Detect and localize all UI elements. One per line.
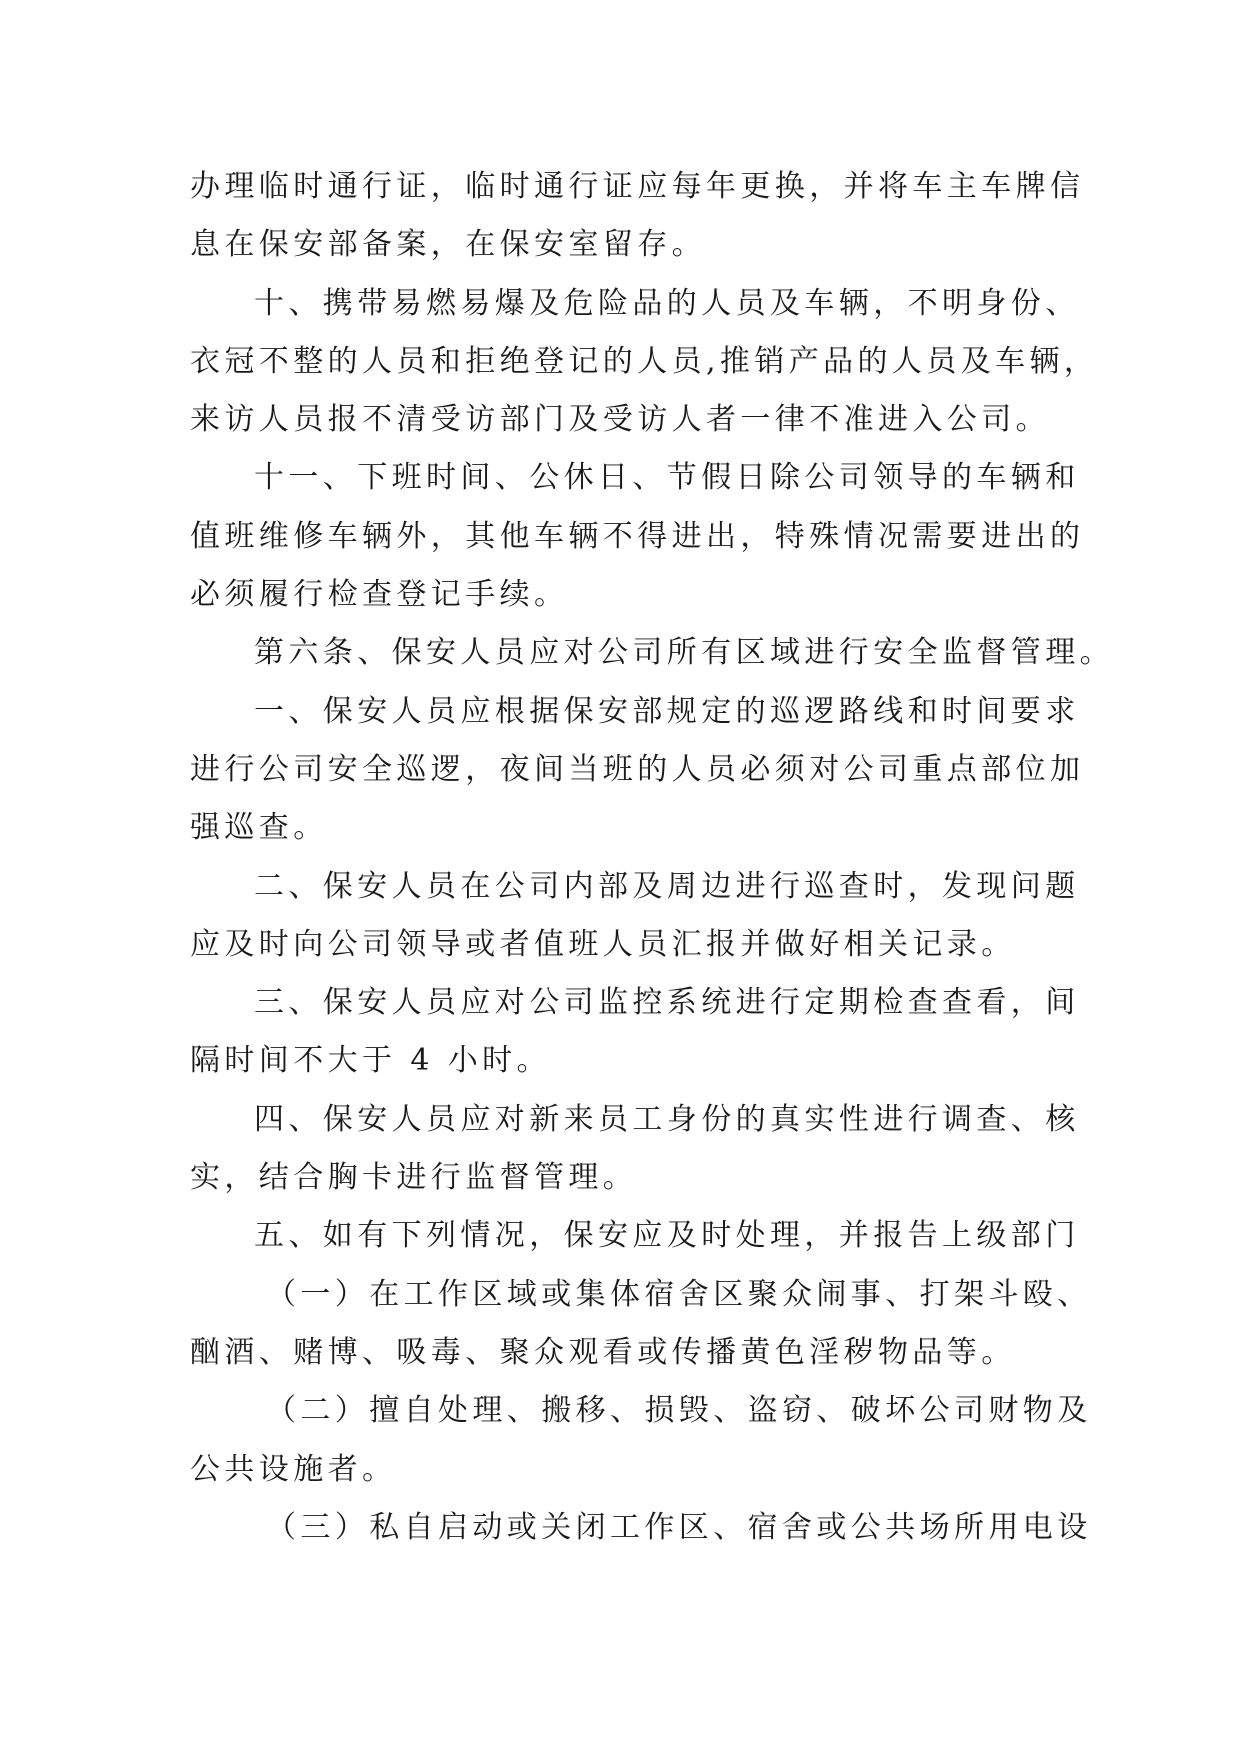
text-line: 二、保安人员在公司内部及周边进行巡查时，发现问题 <box>254 868 1080 904</box>
text-line: （二）擅自处理、搬移、损毁、盗窃、破坏公司财物及 <box>266 1393 1092 1429</box>
text-line: 进行公司安全巡逻，夜间当班的人员必须对公司重点部位加 <box>190 751 1085 787</box>
text-line: 公共设施者。 <box>190 1451 397 1487</box>
text-line: 强巡查。 <box>190 810 328 846</box>
text-line: 十、携带易燃易爆及危险品的人员及车辆，不明身份、 <box>254 285 1080 321</box>
text-line: 办理临时通行证，临时通行证应每年更换，并将车主车牌信 <box>190 169 1085 204</box>
text-line: 息在保安部备案，在保安室留存。 <box>190 227 706 263</box>
text-line: 酗酒、赌博、吸毒、聚众观看或传播黄色淫秽物品等。 <box>190 1334 1016 1370</box>
text-line: 五、如有下列情况，保安应及时处理，并报告上级部门 <box>254 1218 1080 1254</box>
text-line: （一）在工作区域或集体宿舍区聚众闹事、打架斗殴、 <box>266 1276 1092 1312</box>
text-line: 四、保安人员应对新来员工身份的真实性进行调查、核 <box>254 1101 1080 1137</box>
text-line: 一、保安人员应根据保安部规定的巡逻路线和时间要求 <box>254 693 1080 729</box>
text-line: 值班维修车辆外，其他车辆不得进出，特殊情况需要进出的 <box>190 518 1085 554</box>
document-body <box>190 158 1114 1557</box>
text-line: 来访人员报不清受访部门及受访人者一律不准进入公司。 <box>190 402 1050 438</box>
text-line: 三、保安人员应对公司监控系统进行定期检查查看，间 <box>254 985 1080 1021</box>
text-line: 十一、下班时间、公休日、节假日除公司领导的车辆和 <box>254 460 1080 496</box>
text-line: 必须履行检查登记手续。 <box>190 577 569 613</box>
text-line: 隔时间不大于 4 小时。 <box>190 1043 551 1079</box>
text-line: 应及时向公司领导或者值班人员汇报并做好相关记录。 <box>190 926 1016 962</box>
text-line: 第六条、保安人员应对公司所有区域进行安全监督管理。 <box>254 635 1114 671</box>
text-line: （三）私自启动或关闭工作区、宿舍或公共场所用电设 <box>266 1509 1092 1545</box>
text-line: 衣冠不整的人员和拒绝登记的人员,推销产品的人员及车辆， <box>190 343 1099 379</box>
text-line: 实，结合胸卡进行监督管理。 <box>190 1160 638 1196</box>
